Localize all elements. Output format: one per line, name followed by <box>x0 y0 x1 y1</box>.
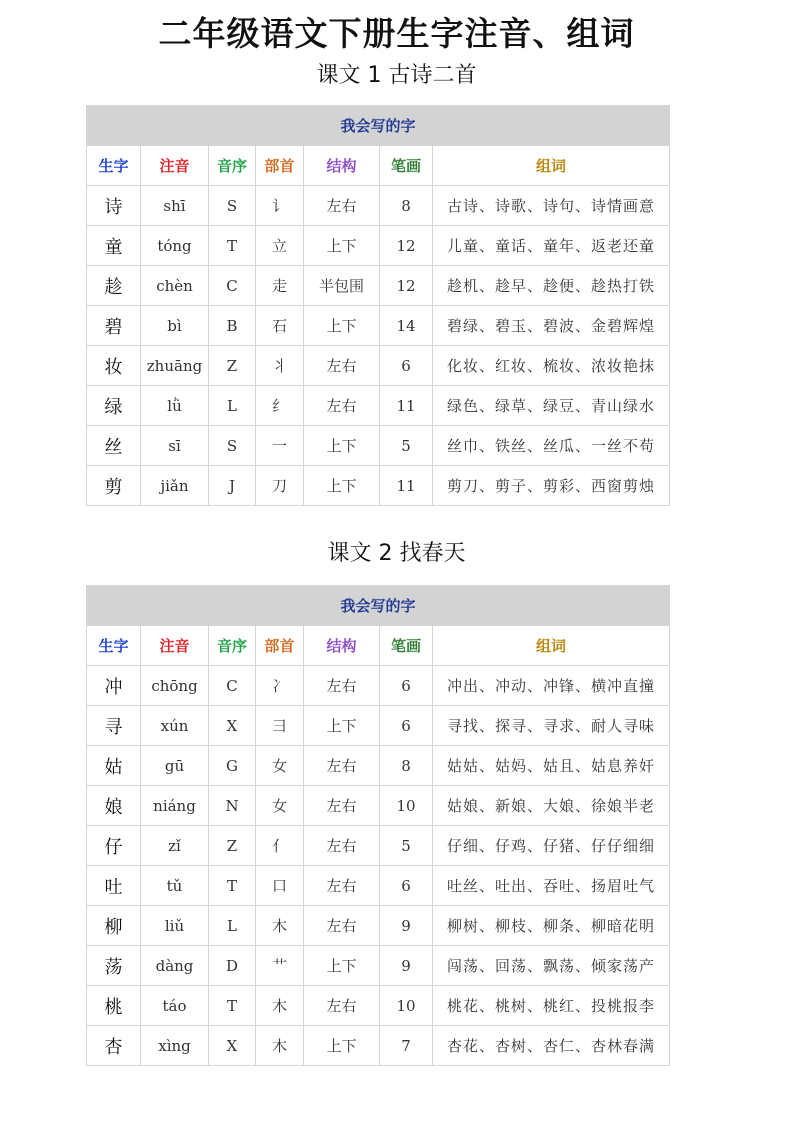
cell-char: 寻 <box>87 706 141 746</box>
cell-strokes: 5 <box>380 426 433 466</box>
cell-char: 柳 <box>87 906 141 946</box>
table-row <box>87 826 670 866</box>
cell-words: 古诗、诗歌、诗句、诗情画意 <box>433 186 670 226</box>
cell-pinyin: chōng <box>141 666 209 706</box>
cell-order: C <box>209 666 256 706</box>
lesson-1-title: 课文 1 古诗二首 <box>316 63 477 88</box>
table-row <box>87 466 670 506</box>
lesson-1-table <box>86 105 670 506</box>
cell-order: T <box>209 866 256 906</box>
header-strokes: 笔画 <box>380 146 433 186</box>
cell-char: 趁 <box>87 266 141 306</box>
cell-structure: 左右 <box>304 786 380 826</box>
table-row <box>87 306 670 346</box>
cell-strokes: 6 <box>380 666 433 706</box>
cell-words: 仔细、仔鸡、仔猪、仔仔细细 <box>433 826 670 866</box>
cell-strokes: 11 <box>380 386 433 426</box>
cell-strokes: 6 <box>380 706 433 746</box>
cell-pinyin: lǜ <box>141 386 209 426</box>
header-char: 生字 <box>87 146 141 186</box>
table-caption: 我会写的字 <box>87 106 670 146</box>
cell-structure: 上下 <box>304 706 380 746</box>
header-structure: 结构 <box>304 146 380 186</box>
cell-char: 吐 <box>87 866 141 906</box>
cell-radical: 口 <box>256 866 304 906</box>
cell-structure: 左右 <box>304 346 380 386</box>
header-radical: 部首 <box>256 626 304 666</box>
table-row <box>87 906 670 946</box>
cell-words: 柳树、柳枝、柳条、柳暗花明 <box>433 906 670 946</box>
header-char: 生字 <box>87 626 141 666</box>
table-header-row <box>87 146 670 186</box>
cell-words: 趁机、趁早、趁便、趁热打铁 <box>433 266 670 306</box>
cell-char: 冲 <box>87 666 141 706</box>
cell-structure: 左右 <box>304 186 380 226</box>
cell-order: J <box>209 466 256 506</box>
lesson-2-table <box>86 585 670 1066</box>
cell-radical: 纟 <box>256 386 304 426</box>
cell-pinyin: chèn <box>141 266 209 306</box>
cell-words: 冲出、冲动、冲锋、横冲直撞 <box>433 666 670 706</box>
cell-order: C <box>209 266 256 306</box>
cell-words: 吐丝、吐出、吞吐、扬眉吐气 <box>433 866 670 906</box>
cell-strokes: 10 <box>380 786 433 826</box>
table-row <box>87 986 670 1026</box>
cell-strokes: 5 <box>380 826 433 866</box>
header-pinyin: 注音 <box>141 626 209 666</box>
page-title: 二年级语文下册生字注音、组词 <box>158 14 635 53</box>
table-row <box>87 866 670 906</box>
cell-radical: 木 <box>256 906 304 946</box>
cell-pinyin: sī <box>141 426 209 466</box>
cell-structure: 左右 <box>304 906 380 946</box>
cell-order: T <box>209 986 256 1026</box>
cell-pinyin: niáng <box>141 786 209 826</box>
cell-pinyin: xìng <box>141 1026 209 1066</box>
cell-radical: 石 <box>256 306 304 346</box>
cell-strokes: 12 <box>380 266 433 306</box>
cell-words: 桃花、桃树、桃红、投桃报李 <box>433 986 670 1026</box>
cell-strokes: 9 <box>380 946 433 986</box>
table-caption: 我会写的字 <box>87 586 670 626</box>
cell-strokes: 7 <box>380 1026 433 1066</box>
cell-strokes: 8 <box>380 186 433 226</box>
header-order: 音序 <box>209 626 256 666</box>
table-row <box>87 706 670 746</box>
table-row <box>87 226 670 266</box>
cell-order: T <box>209 226 256 266</box>
cell-radical: 女 <box>256 746 304 786</box>
cell-order: N <box>209 786 256 826</box>
cell-char: 娘 <box>87 786 141 826</box>
cell-words: 绿色、绿草、绿豆、青山绿水 <box>433 386 670 426</box>
cell-char: 剪 <box>87 466 141 506</box>
cell-pinyin: liǔ <box>141 906 209 946</box>
cell-strokes: 6 <box>380 346 433 386</box>
cell-pinyin: táo <box>141 986 209 1026</box>
cell-strokes: 9 <box>380 906 433 946</box>
cell-pinyin: tóng <box>141 226 209 266</box>
table-row <box>87 186 670 226</box>
cell-char: 诗 <box>87 186 141 226</box>
cell-structure: 左右 <box>304 666 380 706</box>
cell-radical: 走 <box>256 266 304 306</box>
cell-words: 丝巾、铁丝、丝瓜、一丝不苟 <box>433 426 670 466</box>
header-words: 组词 <box>433 146 670 186</box>
header-radical: 部首 <box>256 146 304 186</box>
cell-strokes: 6 <box>380 866 433 906</box>
cell-words: 闯荡、回荡、飘荡、倾家荡产 <box>433 946 670 986</box>
table-row <box>87 426 670 466</box>
cell-structure: 左右 <box>304 386 380 426</box>
table-row <box>87 386 670 426</box>
cell-pinyin: zhuāng <box>141 346 209 386</box>
cell-radical: 彐 <box>256 706 304 746</box>
cell-pinyin: tǔ <box>141 866 209 906</box>
cell-order: D <box>209 946 256 986</box>
cell-pinyin: shī <box>141 186 209 226</box>
table-row <box>87 1026 670 1066</box>
cell-char: 童 <box>87 226 141 266</box>
table-row <box>87 786 670 826</box>
header-structure: 结构 <box>304 626 380 666</box>
cell-pinyin: bì <box>141 306 209 346</box>
lesson-2-title: 课文 2 找春天 <box>327 541 466 566</box>
cell-order: L <box>209 386 256 426</box>
cell-order: B <box>209 306 256 346</box>
cell-char: 仔 <box>87 826 141 866</box>
cell-words: 剪刀、剪子、剪彩、西窗剪烛 <box>433 466 670 506</box>
cell-structure: 上下 <box>304 466 380 506</box>
header-pinyin: 注音 <box>141 146 209 186</box>
cell-structure: 左右 <box>304 866 380 906</box>
cell-radical: 木 <box>256 1026 304 1066</box>
header-words: 组词 <box>433 626 670 666</box>
cell-radical: 一 <box>256 426 304 466</box>
table-row <box>87 266 670 306</box>
cell-radical: 讠 <box>256 186 304 226</box>
cell-pinyin: zǐ <box>141 826 209 866</box>
cell-strokes: 8 <box>380 746 433 786</box>
cell-radical: 木 <box>256 986 304 1026</box>
cell-words: 儿童、童话、童年、返老还童 <box>433 226 670 266</box>
cell-order: G <box>209 746 256 786</box>
cell-structure: 左右 <box>304 746 380 786</box>
cell-order: S <box>209 186 256 226</box>
cell-pinyin: gū <box>141 746 209 786</box>
cell-words: 寻找、探寻、寻求、耐人寻味 <box>433 706 670 746</box>
cell-words: 姑姑、姑妈、姑且、姑息养奸 <box>433 746 670 786</box>
cell-structure: 半包围 <box>304 266 380 306</box>
table-row <box>87 946 670 986</box>
cell-radical: 亻 <box>256 826 304 866</box>
cell-structure: 左右 <box>304 986 380 1026</box>
cell-strokes: 14 <box>380 306 433 346</box>
cell-char: 荡 <box>87 946 141 986</box>
cell-strokes: 12 <box>380 226 433 266</box>
cell-order: Z <box>209 346 256 386</box>
cell-char: 丝 <box>87 426 141 466</box>
cell-char: 绿 <box>87 386 141 426</box>
cell-words: 杏花、杏树、杏仁、杏林春满 <box>433 1026 670 1066</box>
cell-pinyin: dàng <box>141 946 209 986</box>
cell-order: S <box>209 426 256 466</box>
cell-radical: 立 <box>256 226 304 266</box>
table-row <box>87 746 670 786</box>
cell-radical: 冫 <box>256 666 304 706</box>
cell-order: X <box>209 706 256 746</box>
cell-char: 妆 <box>87 346 141 386</box>
cell-words: 姑娘、新娘、大娘、徐娘半老 <box>433 786 670 826</box>
cell-strokes: 10 <box>380 986 433 1026</box>
cell-radical: 丬 <box>256 346 304 386</box>
cell-radical: 艹 <box>256 946 304 986</box>
header-strokes: 笔画 <box>380 626 433 666</box>
cell-words: 化妆、红妆、梳妆、浓妆艳抹 <box>433 346 670 386</box>
cell-radical: 刀 <box>256 466 304 506</box>
table-header-row <box>87 626 670 666</box>
table-row <box>87 666 670 706</box>
cell-radical: 女 <box>256 786 304 826</box>
cell-structure: 上下 <box>304 426 380 466</box>
cell-char: 杏 <box>87 1026 141 1066</box>
header-order: 音序 <box>209 146 256 186</box>
cell-char: 碧 <box>87 306 141 346</box>
cell-structure: 上下 <box>304 306 380 346</box>
cell-structure: 上下 <box>304 1026 380 1066</box>
cell-structure: 上下 <box>304 946 380 986</box>
cell-pinyin: jiǎn <box>141 466 209 506</box>
cell-pinyin: xún <box>141 706 209 746</box>
cell-strokes: 11 <box>380 466 433 506</box>
cell-char: 桃 <box>87 986 141 1026</box>
table-row <box>87 346 670 386</box>
cell-order: L <box>209 906 256 946</box>
cell-order: X <box>209 1026 256 1066</box>
cell-structure: 左右 <box>304 826 380 866</box>
cell-words: 碧绿、碧玉、碧波、金碧辉煌 <box>433 306 670 346</box>
cell-char: 姑 <box>87 746 141 786</box>
cell-order: Z <box>209 826 256 866</box>
cell-structure: 上下 <box>304 226 380 266</box>
